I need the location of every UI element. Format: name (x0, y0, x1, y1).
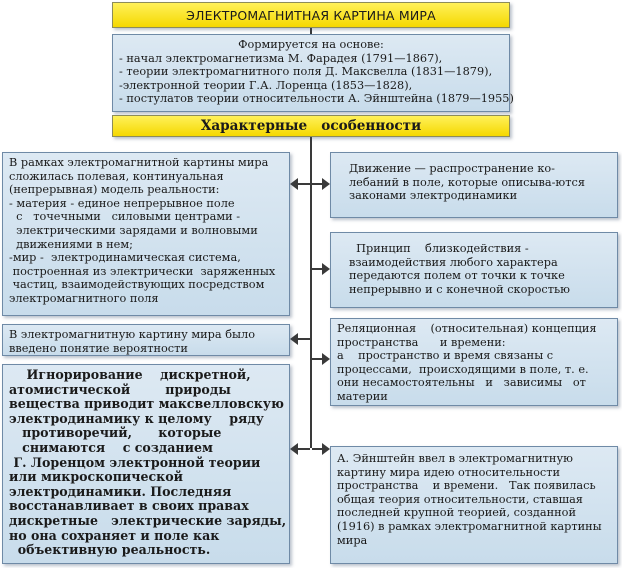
arrow-right-3 (322, 353, 330, 365)
features-banner (112, 115, 510, 137)
arrow-right-2 (322, 263, 330, 275)
basis-item: - начал электромагнетизма М. Фарадея (1791—1867), (119, 51, 443, 65)
right-box-relational-text: Реляционная (относительная) концепция пространства и времени: а пространство и время связаны с процессами, происходящими в поле, т. е. они несамостоятельны и зависимы от материи (337, 322, 597, 403)
basis-item: - теории электромагнитного поля Д. Максвелла (1831—1879), (119, 65, 493, 79)
basis-box (112, 34, 514, 112)
right-box-einstein (330, 446, 618, 564)
title-banner (112, 2, 510, 28)
page-title: ЭЛЕКТРОМАГНИТНАЯ КАРТИНА МИРА (186, 7, 436, 23)
branch-left-1 (296, 183, 310, 185)
left-box-probability (2, 324, 290, 356)
branch-left-3 (296, 448, 310, 450)
features-label: Характерные особенности (200, 118, 422, 134)
right-box-relational (330, 318, 618, 406)
basis-item: - постулатов теории относительности А. Эйнштейна (1879—1955) (119, 92, 514, 106)
arrow-left-2 (290, 333, 298, 345)
left-box-discrete (2, 364, 290, 564)
basis-heading: Формируется на основе: (238, 38, 384, 51)
branch-right-4 (312, 448, 322, 450)
arrow-right-4 (322, 443, 330, 455)
left-box-probability-text: В электромагнитную картину мира было введено понятие вероятности (9, 328, 255, 355)
left-box-discrete-text: Игнорирование дискретной, атомистической природы вещества приводит максвелловскую электродинамику к целому ряду противоречий, которые снимаются с созданием Г. Лоренцом электронной теории или микроскопической электродинамики. Последняя восстанавливает в своих правах дискретные электрические заряды, но она сохраняет и поле как объективную реальность. (9, 367, 287, 558)
arrow-left-3 (290, 443, 298, 455)
branch-right-3 (312, 358, 322, 360)
arrow-left-1 (290, 178, 298, 190)
arrow-right-1 (322, 178, 330, 190)
basis-item: -электронной теории Г.А. Лоренца (1853—1828), (119, 78, 413, 92)
central-trunk-line (310, 130, 312, 448)
branch-right-1 (312, 183, 322, 185)
right-box-motion-text: Движение — распространение ко- лебаний в поле, которые описыва-ются законами электродинамики (349, 162, 585, 203)
left-box-field-model (2, 152, 290, 316)
right-box-einstein-text: А. Эйнштейн ввел в электромагнитную картину мира идею относительности пространства и времени. Так появилась общая теория относительности, ставшая последней крупной теорией, созданной (1916) в рамках электромагнитной картины мира (337, 452, 602, 547)
right-box-short-range (330, 232, 618, 308)
right-box-motion (330, 152, 618, 218)
left-box-field-model-text: В рамках электромагнитной картины мира сложилась полевая, континуальная (непрерывная) модель реальности: - материя - единое непрерывное поле с точечными силовыми центрами - электрическими зарядами и волновыми движениями в нем; -мир - электродинамическая система, построенная из электрически заряженных частиц, взаимодействующих посредством электромагнитного поля (9, 156, 276, 305)
branch-left-2 (296, 338, 310, 340)
branch-right-2 (312, 268, 322, 270)
right-box-short-range-text: Принцип близкодействия - взаимодействия любого характера передаются полем от точки к точке непрерывно и с конечной скоростью (349, 242, 570, 296)
